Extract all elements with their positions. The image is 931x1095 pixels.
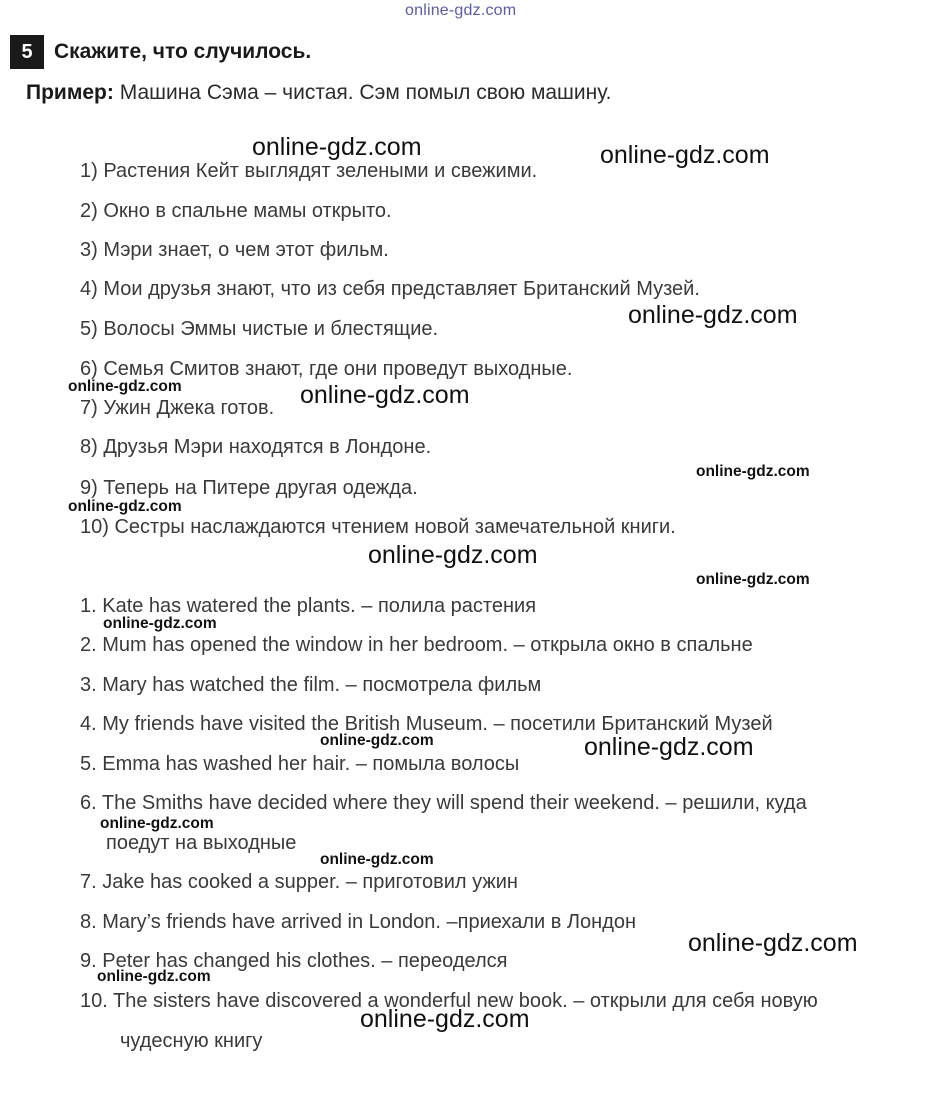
watermark: online-gdz.com: [320, 732, 434, 749]
answer-line: 4. My friends have visited the British Museum. – посетили Британский Музей: [80, 713, 773, 735]
top-watermark: online-gdz.com: [405, 2, 517, 19]
watermark: online-gdz.com: [360, 1005, 530, 1033]
situation-line: 5) Волосы Эммы чистые и блестящие.: [80, 318, 439, 340]
situation-line: 2) Окно в спальне мамы открыто.: [80, 200, 392, 222]
watermark: online-gdz.com: [628, 301, 798, 329]
watermark: online-gdz.com: [68, 498, 182, 515]
answer-line: 8. Mary’s friends have arrived in London. –приехали в Лондон: [80, 911, 637, 933]
watermark: online-gdz.com: [368, 541, 538, 569]
watermark: online-gdz.com: [300, 381, 470, 409]
watermark: online-gdz.com: [252, 133, 422, 161]
answer-line: 10. The sisters have discovered a wonderful new book. – открыли для себя новую: [80, 990, 818, 1012]
watermark: online-gdz.com: [97, 968, 211, 985]
watermark: online-gdz.com: [103, 615, 217, 632]
example-label: Пример:: [26, 81, 114, 104]
situation-line: 9) Теперь на Питере другая одежда.: [80, 477, 418, 499]
task-number-badge: 5: [10, 35, 44, 69]
task-title: Скажите, что случилось.: [54, 40, 312, 63]
answer-line: 1. Kate has watered the plants. – полила растения: [80, 595, 537, 617]
answer-line: 6. The Smiths have decided where they will spend their weekend. – решили, куда: [80, 792, 807, 814]
answer-line-continuation: поедут на выходные: [106, 832, 297, 854]
watermark: online-gdz.com: [68, 378, 182, 395]
example-line: [26, 81, 611, 105]
answer-line: 2. Mum has opened the window in her bedroom. – открыла окно в спальне: [80, 634, 753, 656]
situation-line: 6) Семья Смитов знают, где они проведут выходные.: [80, 358, 573, 380]
answer-line: 5. Emma has washed her hair. – помыла волосы: [80, 753, 520, 775]
watermark: online-gdz.com: [320, 851, 434, 868]
answer-line: 9. Peter has changed his clothes. – переоделся: [80, 950, 508, 972]
situation-line: 10) Сестры наслаждаются чтением новой замечательной книги.: [80, 516, 676, 538]
situation-line: 7) Ужин Джека готов.: [80, 397, 275, 419]
watermark: online-gdz.com: [100, 815, 214, 832]
situation-line: 1) Растения Кейт выглядят зелеными и свежими.: [80, 160, 538, 182]
situation-line: 4) Мои друзья знают, что из себя представляет Британский Музей.: [80, 278, 700, 300]
answer-line: 7. Jake has cooked a supper. – приготовил ужин: [80, 871, 518, 893]
watermark: online-gdz.com: [688, 929, 858, 957]
watermark: online-gdz.com: [696, 463, 810, 480]
watermark: online-gdz.com: [600, 141, 770, 169]
watermark: online-gdz.com: [584, 733, 754, 761]
watermark: online-gdz.com: [696, 571, 810, 588]
answer-line: 3. Mary has watched the film. – посмотрела фильм: [80, 674, 542, 696]
example-text: Машина Сэма – чистая. Сэм помыл свою машину.: [119, 81, 612, 104]
situation-line: 8) Друзья Мэри находятся в Лондоне.: [80, 436, 432, 458]
situation-line: 3) Мэри знает, о чем этот фильм.: [80, 239, 389, 261]
answer-line-continuation: чудесную книгу: [120, 1030, 263, 1052]
